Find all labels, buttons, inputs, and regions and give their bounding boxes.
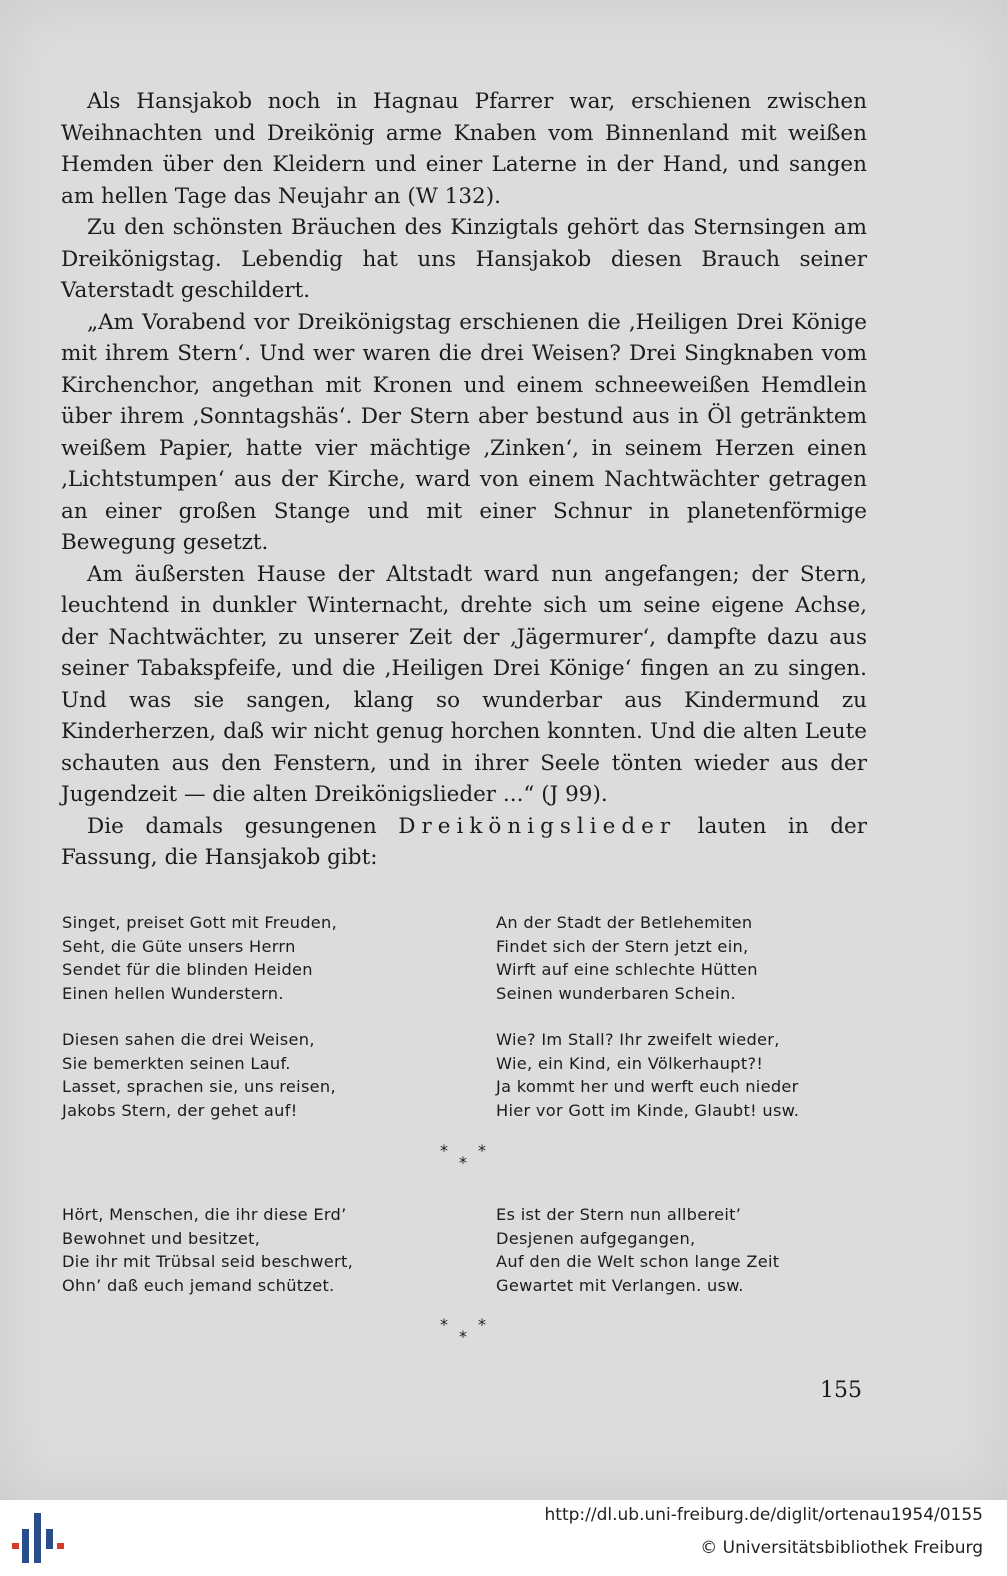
verse-line: Lasset, sprachen sie, uns reisen, — [62, 1077, 336, 1096]
verse-line: Auf den die Welt schon lange Zeit — [496, 1252, 780, 1271]
star-glyph: * — [478, 1141, 486, 1160]
closing-spaced-word: Dreikönigslieder — [398, 813, 677, 839]
copyright-notice: © Universitätsbibliothek Freiburg — [700, 1538, 983, 1558]
verse-line: Diesen sahen die drei Weisen, — [62, 1030, 315, 1049]
verse-line: Desjenen aufgegangen, — [496, 1228, 696, 1248]
star-glyph: * — [459, 1327, 467, 1346]
star-glyph: * — [440, 1141, 448, 1160]
verse-line: Ohn’ daß euch jemand schützet. — [62, 1275, 335, 1295]
verse-6 — [496, 1203, 896, 1297]
star-glyph: * — [478, 1315, 486, 1334]
source-url-link[interactable]: http://dl.ub.uni-freiburg.de/diglit/ortenau1954/0155 — [544, 1505, 983, 1525]
verse-line: Wirft auf eine schlechte Hütten — [496, 960, 758, 979]
verse-3 — [496, 911, 896, 1005]
verse-line: Wie? Im Stall? Ihr zweifelt wieder, — [496, 1030, 780, 1049]
verse-line: Bewohnet und besitzet, — [62, 1228, 261, 1248]
verse-line: Jakobs Stern, der gehet auf! — [62, 1100, 298, 1120]
paragraph: Zu den schönsten Bräuchen des Kinzigtals gehört das Sternsingen am Dreikönigstag. Lebendig hat uns Hansjakob diesen Brauch seiner Vaterstadt geschildert. — [61, 215, 867, 303]
asterism-separator — [436, 1141, 496, 1174]
closing-after: lauten in der Fassung, die Hansjakob gibt: — [61, 813, 867, 870]
asterism-separator — [436, 1315, 496, 1348]
closing-before: Die damals gesungenen — [87, 813, 399, 839]
paragraph-intro-songs — [61, 811, 867, 874]
verse-1 — [62, 911, 462, 1005]
verse-line: Einen hellen Wunderstern. — [62, 983, 284, 1003]
verse-line: Singet, preiset Gott mit Freuden, — [62, 913, 338, 932]
paragraph: Als Hansjakob noch in Hagnau Pfarrer war, erschienen zwischen Weihnachten und Dreikönig arme Knaben vom Binnenland mit weißen Hemden über den Kleidern und einer Laterne in der Hand, und sangen am hellen Tage das Neujahr an (W 132). — [61, 89, 867, 209]
verse-line: Ja kommt her und werft euch nieder — [496, 1077, 799, 1096]
verse-line: Es ist der Stern nun allbereit’ — [496, 1205, 742, 1224]
ub-freiburg-logo-icon[interactable] — [10, 1505, 66, 1567]
verse-line: Gewartet mit Verlangen. usw. — [496, 1275, 744, 1295]
verse-5 — [62, 1203, 462, 1297]
verse-line: Wie, ein Kind, ein Völkerhaupt?! — [496, 1053, 764, 1073]
verse-line: Sie bemerkten seinen Lauf. — [62, 1053, 291, 1073]
paragraph-quote-continued: Am äußersten Hause der Altstadt ward nun angefangen; der Stern, leuchtend in dunkler Winternacht, drehte sich um seine eigene Achse, der Nachtwächter, zu unserer Zeit der ‚Jägermurer‘, dampfte dazu aus seiner Tabakspfeife, und die ‚Heiligen Drei Könige‘ fingen an zu singen. Und was sie sangen, klang so wunderbar aus Kindermund zu Kinderherzen, daß wir nicht genug horchen konnten. Und die alten Leute schauten aus den Fenstern, und in ihrer Seele tönten wieder aus der Jugendzeit — die alten Dreikönigslieder ...“ (J 99). — [61, 561, 867, 807]
verse-line: An der Stadt der Betlehemiten — [496, 913, 753, 932]
page-number: 155 — [820, 1378, 862, 1403]
body-text — [61, 86, 867, 874]
verse-line: Sendet für die blinden Heiden — [62, 960, 313, 979]
star-glyph: * — [440, 1315, 448, 1334]
verse-line: Seinen wunderbaren Schein. — [496, 983, 736, 1003]
verse-line: Hier vor Gott im Kinde, Glaubt! usw. — [496, 1100, 800, 1120]
verse-line: Findet sich der Stern jetzt ein, — [496, 936, 749, 956]
verse-line: Die ihr mit Trübsal seid beschwert, — [62, 1252, 354, 1271]
verse-line: Hört, Menschen, die ihr diese Erd’ — [62, 1205, 347, 1224]
verse-2 — [62, 1028, 462, 1122]
footer-bar — [0, 1500, 1007, 1576]
verse-4 — [496, 1028, 896, 1122]
star-glyph: * — [459, 1153, 467, 1172]
paragraph-quote: „Am Vorabend vor Dreikönigstag erschienen die ‚Heiligen Drei Könige mit ihrem Stern‘. Und wer waren die drei Weisen? Drei Singknaben vom Kirchenchor, angethan mit Kronen und einem schneeweißen Hemdlein über ihrem ‚Sonntagshäs‘. Der Stern aber bestund aus in Öl getränktem weißem Papier, hatte vier mächtige ‚Zinken‘, in seinem Herzen einen ‚Lichtstumpen‘ aus der Kirche, ward von einem Nachtwächter getragen an einer großen Stange und mit einer Schnur in planetenförmige Bewegung gesetzt. — [61, 309, 867, 555]
verse-line: Seht, die Güte unsers Herrn — [62, 936, 296, 956]
